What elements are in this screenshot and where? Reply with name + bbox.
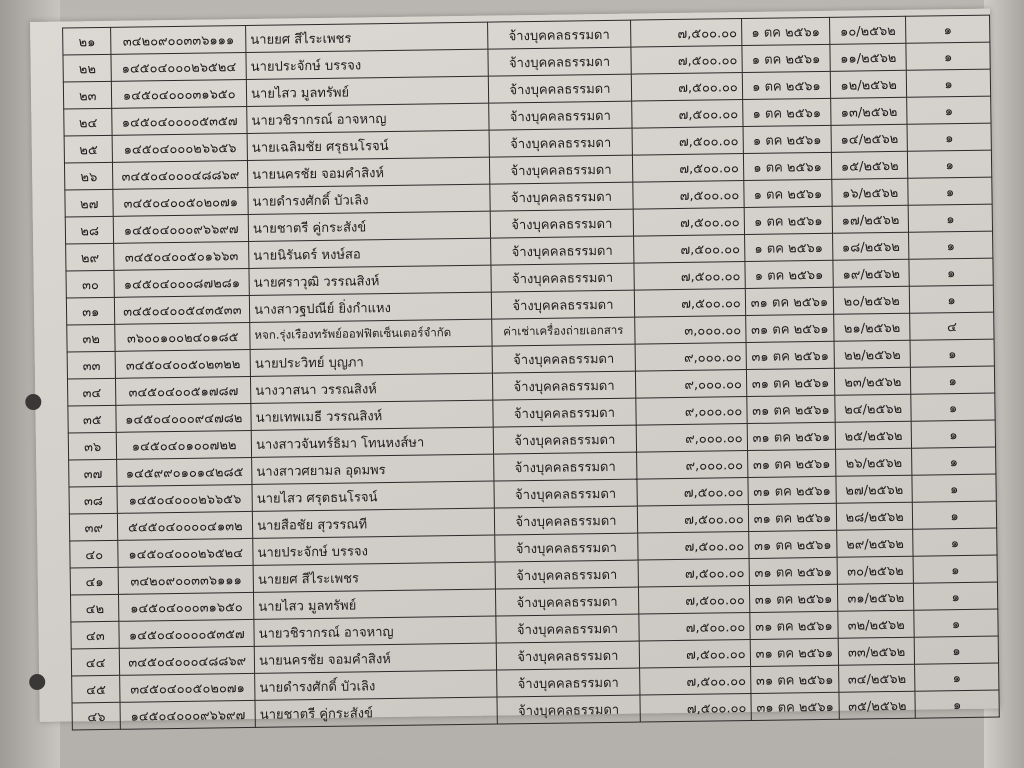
item-count: ๑ xyxy=(911,393,995,421)
row-number: ๒๗ xyxy=(65,189,114,217)
payment-description: จ้างบุคคลธรรมดา xyxy=(497,695,640,724)
payment-amount: ๙,๐๐๐.๐๐ xyxy=(636,451,747,480)
payment-date: ๓๑ ตค ๒๕๖๑ xyxy=(747,449,836,477)
document-number: ๒๒/๒๕๖๒ xyxy=(834,340,910,368)
payment-date: ๓๑ ตค ๒๕๖๑ xyxy=(745,287,834,315)
payment-date: ๑ ตค ๒๕๖๑ xyxy=(742,98,831,126)
payment-date: ๓๑ ตค ๒๕๖๑ xyxy=(750,638,839,666)
payment-amount: ๗,๕๐๐.๐๐ xyxy=(631,46,742,75)
document-number: ๒๐/๒๕๖๒ xyxy=(833,286,909,314)
payment-amount: ๗,๕๐๐.๐๐ xyxy=(632,127,743,156)
tax-id: ๑๔๕๐๔๐๐๐๓๑๖๕๐ xyxy=(112,79,247,108)
payment-date: ๓๑ ตค ๒๕๖๑ xyxy=(746,368,835,396)
tax-id: ๑๔๕๐๔๐๐๐๐๕๓๕๗ xyxy=(112,106,247,135)
tax-id: ๓๔๕๐๔๐๐๕๐๒๐๗๑ xyxy=(120,673,255,702)
payment-amount: ๗,๕๐๐.๐๐ xyxy=(632,154,743,183)
row-number: ๓๗ xyxy=(69,459,118,487)
payment-amount: ๗,๕๐๐.๐๐ xyxy=(630,19,741,48)
payment-description: จ้างบุคคลธรรมดา xyxy=(490,209,633,238)
payee-name: นางสาวศยามล อุดมพร xyxy=(252,454,494,484)
document-number: ๑๗/๒๕๖๒ xyxy=(832,205,908,233)
document-number: ๒๔/๒๕๖๒ xyxy=(835,394,911,422)
item-count: ๑ xyxy=(909,258,993,286)
item-count: ๑ xyxy=(907,96,991,124)
item-count: ๑ xyxy=(906,42,990,70)
tax-id: ๓๔๕๐๔๐๐๐๔๘๘๖๙ xyxy=(120,646,255,675)
document-number: ๑๒/๒๕๖๒ xyxy=(830,70,906,98)
payment-description: จ้างบุคคลธรรมดา xyxy=(491,236,634,265)
row-number: ๒๕ xyxy=(64,135,113,163)
row-number: ๔๖ xyxy=(72,702,121,730)
item-count: ๑ xyxy=(912,447,996,475)
document-number: ๒๓/๒๕๖๒ xyxy=(835,367,911,395)
payment-description: จ้างบุคคลธรรมดา xyxy=(496,614,639,643)
document-number: ๓๒/๒๕๖๒ xyxy=(838,610,914,638)
payment-date: ๑ ตค ๒๕๖๑ xyxy=(743,125,832,153)
document-number: ๑๙/๒๕๖๒ xyxy=(833,259,909,287)
payment-amount: ๙,๐๐๐.๐๐ xyxy=(636,424,747,453)
row-number: ๔๐ xyxy=(70,540,119,568)
document-number: ๒๙/๒๕๖๒ xyxy=(837,529,913,557)
document-number: ๓๐/๒๕๖๒ xyxy=(837,556,913,584)
item-count: ๑ xyxy=(910,339,994,367)
payment-amount: ๗,๕๐๐.๐๐ xyxy=(640,694,751,723)
payment-date: ๑ ตค ๒๕๖๑ xyxy=(742,44,831,72)
payment-description: จ้างบุคคลธรรมดา xyxy=(489,128,632,157)
payee-name: นายนครชัย จอมคำสิงห์ xyxy=(248,157,490,187)
item-count: ๑ xyxy=(907,69,991,97)
payment-description: จ้างบุคคลธรรมดา xyxy=(493,425,636,454)
payment-date: ๑ ตค ๒๕๖๑ xyxy=(743,152,832,180)
payee-name: นายประจักษ์ บรรจง xyxy=(253,535,495,565)
tax-id: ๓๔๕๐๔๐๐๕๐๒๓๒๒ xyxy=(116,349,251,378)
payee-name: นายประวิทย์ บุญภา xyxy=(250,346,492,376)
payment-description: จ้างบุคคลธรรมดา xyxy=(494,452,637,481)
payment-amount: ๙,๐๐๐.๐๐ xyxy=(636,397,747,426)
payment-amount: ๗,๕๐๐.๐๐ xyxy=(639,667,750,696)
tax-id: ๑๔๕๐๔๐๐๐๙๖๖๙๗ xyxy=(114,214,249,243)
item-count: ๑ xyxy=(911,420,995,448)
ledger-body xyxy=(63,15,1000,730)
document-number: ๑๔/๒๕๖๒ xyxy=(831,124,907,152)
payment-date: ๓๑ ตค ๒๕๖๑ xyxy=(746,341,835,369)
payee-name: นายดำรงศักดิ์ บัวเลิง xyxy=(255,670,497,700)
payee-name: นายนครชัย จอมคำสิงห์ xyxy=(254,643,496,673)
payment-description: จ้างบุคคลธรรมดา xyxy=(493,371,636,400)
item-count: ๑ xyxy=(914,636,998,664)
row-number: ๒๒ xyxy=(63,54,112,82)
row-number: ๓๔ xyxy=(67,378,116,406)
payment-date: ๑ ตค ๒๕๖๑ xyxy=(744,179,833,207)
item-count: ๑ xyxy=(911,366,995,394)
document-number: ๓๔/๒๕๖๒ xyxy=(839,664,915,692)
payment-amount: ๗,๕๐๐.๐๐ xyxy=(633,208,744,237)
item-count: ๑ xyxy=(908,204,992,232)
payment-amount: ๗,๕๐๐.๐๐ xyxy=(638,586,749,615)
payee-name: นายชาตรี คู่กระสังข์ xyxy=(248,211,490,241)
payment-amount: ๗,๕๐๐.๐๐ xyxy=(637,505,748,534)
item-count: ๑ xyxy=(908,177,992,205)
item-count: ๑ xyxy=(909,231,993,259)
payee-name: นางสาวจันทร์ธิมา โทนหงส์ษา xyxy=(251,427,493,457)
item-count: ๑ xyxy=(910,285,994,313)
payment-description: จ้างบุคคลธรรมดา xyxy=(496,587,639,616)
tax-id: ๓๔๕๐๔๐๐๕๔๓๕๓๓ xyxy=(115,295,250,324)
item-count: ๑ xyxy=(914,609,998,637)
tax-id: ๑๔๕๐๔๐๐๐๘๗๒๘๑ xyxy=(114,268,249,297)
payee-name: นายวชิรากรณ์ อาจหาญ xyxy=(254,616,496,646)
tax-id: ๑๔๕๐๔๐๐๐๒๖๕๒๔ xyxy=(111,52,246,81)
payment-description: จ้างบุคคลธรรมดา xyxy=(497,668,640,697)
item-count: ๑ xyxy=(906,15,990,43)
payment-description: จ้างบุคคลธรรมดา xyxy=(488,20,631,49)
payment-date: ๑ ตค ๒๕๖๑ xyxy=(744,206,833,234)
item-count: ๑ xyxy=(915,690,999,718)
payment-date: ๑ ตค ๒๕๖๑ xyxy=(744,233,833,261)
payee-name: หจก.รุ่งเรืองทรัพย์ออฟฟิตเซ็นเตอร์จำกัด xyxy=(250,319,492,349)
payee-name: นายดำรงศักดิ์ บัวเลิง xyxy=(248,184,490,214)
document-number: ๑๕/๒๕๖๒ xyxy=(832,151,908,179)
row-number: ๓๒ xyxy=(67,324,116,352)
tax-id: ๓๔๕๐๔๐๐๕๐๑๖๖๓ xyxy=(114,241,249,270)
payment-description: จ้างบุคคลธรรมดา xyxy=(494,506,637,535)
tax-id: ๑๔๕๐๔๐๐๐๓๑๖๕๐ xyxy=(119,592,254,621)
item-count: ๑ xyxy=(915,663,999,691)
item-count: ๑ xyxy=(907,123,991,151)
document-number: ๑๑/๒๕๖๒ xyxy=(830,43,906,71)
row-number: ๒๙ xyxy=(66,243,115,271)
row-number: ๔๑ xyxy=(70,567,119,595)
item-count: ๑ xyxy=(908,150,992,178)
payee-name: นายไสว มูลทรัพย์ xyxy=(254,589,496,619)
tax-id: ๓๔๕๐๔๐๐๐๔๘๘๖๙ xyxy=(113,160,248,189)
payment-amount: ๓,๐๐๐.๐๐ xyxy=(634,316,745,345)
payment-description: จ้างบุคคลธรรมดา xyxy=(495,560,638,589)
payment-description: จ้างบุคคลธรรมดา xyxy=(493,398,636,427)
payment-date: ๓๑ ตค ๒๕๖๑ xyxy=(747,422,836,450)
document-number: ๓๕/๒๕๖๒ xyxy=(839,691,915,719)
row-number: ๒๔ xyxy=(64,108,113,136)
tax-id: ๕๔๕๐๔๐๐๐๐๔๑๓๒ xyxy=(118,511,253,540)
item-count: ๔ xyxy=(910,312,994,340)
payment-amount: ๗,๕๐๐.๐๐ xyxy=(633,235,744,264)
payment-date: ๑ ตค ๒๕๖๑ xyxy=(741,17,830,45)
tax-id: ๓๔๕๐๔๐๐๕๐๒๐๗๑ xyxy=(113,187,248,216)
payment-date: ๓๑ ตค ๒๕๖๑ xyxy=(751,692,840,720)
payment-amount: ๗,๕๐๐.๐๐ xyxy=(631,100,742,129)
payee-name: นายยศ สีไระเพชร xyxy=(253,562,495,592)
punch-hole xyxy=(25,394,41,410)
document-number: ๒๘/๒๕๖๒ xyxy=(836,502,912,530)
tax-id: ๑๔๕๙๙๐๑๐๑๔๒๘๕ xyxy=(117,457,252,486)
item-count: ๑ xyxy=(913,555,997,583)
tax-id: ๓๔๕๐๔๐๐๕๑๗๘๗ xyxy=(116,376,251,405)
tax-id: ๑๔๕๐๔๐๐๐๒๖๖๕๖ xyxy=(117,484,252,513)
document-number: ๓๑/๒๕๖๒ xyxy=(838,583,914,611)
payment-description: จ้างบุคคลธรรมดา xyxy=(489,101,632,130)
payment-amount: ๗,๕๐๐.๐๐ xyxy=(637,478,748,507)
payee-name: นางสาวฐปณีย์ ยิ่งกำแหง xyxy=(249,292,491,322)
payment-description: จ้างบุคคลธรรมดา xyxy=(491,263,634,292)
row-number: ๒๘ xyxy=(65,216,114,244)
tax-id: ๑๔๕๐๔๐๐๐๒๖๕๒๔ xyxy=(118,538,253,567)
payment-date: ๑ ตค ๒๕๖๑ xyxy=(742,71,831,99)
row-number: ๒๑ xyxy=(63,27,112,55)
payment-date: ๓๑ ตค ๒๕๖๑ xyxy=(748,476,837,504)
ledger-sheet xyxy=(30,9,1000,725)
tax-id: ๓๔๒๐๙๐๐๓๓๖๑๑๑ xyxy=(111,25,246,54)
payment-date: ๓๑ ตค ๒๕๖๑ xyxy=(750,665,839,693)
document-number: ๒๕/๒๕๖๒ xyxy=(835,421,911,449)
payment-description: จ้างบุคคลธรรมดา xyxy=(496,641,639,670)
payment-date: ๓๑ ตค ๒๕๖๑ xyxy=(749,584,838,612)
payment-date: ๑ ตค ๒๕๖๑ xyxy=(745,260,834,288)
row-number: ๓๑ xyxy=(66,297,115,325)
payment-description: จ้างบุคคลธรรมดา xyxy=(488,47,631,76)
document-number: ๑๐/๒๕๖๒ xyxy=(830,16,906,44)
row-number: ๓๓ xyxy=(67,351,116,379)
payment-description: จ้างบุคคลธรรมดา xyxy=(491,290,634,319)
payment-amount: ๗,๕๐๐.๐๐ xyxy=(633,181,744,210)
payment-amount: ๗,๕๐๐.๐๐ xyxy=(637,532,748,561)
payment-amount: ๗,๕๐๐.๐๐ xyxy=(639,613,750,642)
payment-date: ๓๑ ตค ๒๕๖๑ xyxy=(747,395,836,423)
row-number: ๒๓ xyxy=(63,81,112,109)
item-count: ๑ xyxy=(913,501,997,529)
document-number: ๒๗/๒๕๖๒ xyxy=(836,475,912,503)
row-number: ๓๐ xyxy=(66,270,115,298)
item-count: ๑ xyxy=(913,528,997,556)
payment-ledger-table xyxy=(62,15,1000,731)
row-number: ๔๒ xyxy=(71,594,120,622)
payment-date: ๓๑ ตค ๒๕๖๑ xyxy=(749,557,838,585)
payment-date: ๓๑ ตค ๒๕๖๑ xyxy=(745,314,834,342)
payment-date: ๓๑ ตค ๒๕๖๑ xyxy=(750,611,839,639)
row-number: ๓๕ xyxy=(68,405,117,433)
payment-description: จ้างบุคคลธรรมดา xyxy=(490,182,633,211)
payment-amount: ๙,๐๐๐.๐๐ xyxy=(635,370,746,399)
tax-id: ๓๔๒๐๙๐๐๓๓๖๑๑๑ xyxy=(119,565,254,594)
payee-name: นายไสว มูลทรัพย์ xyxy=(246,76,488,106)
document-number: ๑๖/๒๕๖๒ xyxy=(832,178,908,206)
payment-date: ๓๑ ตค ๒๕๖๑ xyxy=(748,530,837,558)
document-number: ๑๘/๒๕๖๒ xyxy=(833,232,909,260)
payment-date: ๓๑ ตค ๒๕๖๑ xyxy=(748,503,837,531)
punch-hole xyxy=(29,674,45,690)
payment-description: ค่าเช่าเครื่องถ่ายเอกสาร xyxy=(492,317,635,346)
payment-amount: ๙,๐๐๐.๐๐ xyxy=(635,343,746,372)
tax-id: ๑๔๕๐๔๐๐๐๙๔๗๘๒ xyxy=(116,403,251,432)
payment-amount: ๗,๕๐๐.๐๐ xyxy=(631,73,742,102)
payment-amount: ๗,๕๐๐.๐๐ xyxy=(634,262,745,291)
row-number: ๓๙ xyxy=(69,513,118,541)
payee-name: นางวาสนา วรรณสิงห์ xyxy=(251,373,493,403)
payee-name: นายนิรันดร์ หงษ์สอ xyxy=(249,238,491,268)
tax-id: ๑๔๕๐๔๐๑๐๐๗๒๒ xyxy=(117,430,252,459)
row-number: ๔๔ xyxy=(71,648,120,676)
tax-id: ๑๔๕๐๔๐๐๐๙๖๖๙๗ xyxy=(120,700,255,729)
payment-description: จ้างบุคคลธรรมดา xyxy=(495,533,638,562)
document-number: ๒๖/๒๕๖๒ xyxy=(836,448,912,476)
tax-id: ๓๖๐๐๑๐๐๒๔๐๑๘๕ xyxy=(115,322,250,351)
row-number: ๔๕ xyxy=(72,675,121,703)
item-count: ๑ xyxy=(914,582,998,610)
row-number: ๒๖ xyxy=(64,162,113,190)
payee-name: นายชาตรี คู่กระสังข์ xyxy=(255,697,497,727)
document-number: ๑๓/๒๕๖๒ xyxy=(831,97,907,125)
payment-description: จ้างบุคคลธรรมดา xyxy=(488,74,631,103)
row-number: ๓๘ xyxy=(69,486,118,514)
payee-name: นายไสว ศรุตธนโรจน์ xyxy=(252,481,494,511)
payment-description: จ้างบุคคลธรรมดา xyxy=(492,344,635,373)
payment-amount: ๗,๕๐๐.๐๐ xyxy=(634,289,745,318)
row-number: ๓๖ xyxy=(68,432,117,460)
payee-name: นายสือชัย สุวรรณที xyxy=(252,508,494,538)
item-count: ๑ xyxy=(912,474,996,502)
payment-amount: ๗,๕๐๐.๐๐ xyxy=(639,640,750,669)
row-number: ๔๓ xyxy=(71,621,120,649)
payment-description: จ้างบุคคลธรรมดา xyxy=(490,155,633,184)
payee-name: นายวชิรากรณ์ อาจหาญ xyxy=(247,103,489,133)
tax-id: ๑๔๕๐๔๐๐๐๐๕๓๕๗ xyxy=(119,619,254,648)
payment-amount: ๗,๕๐๐.๐๐ xyxy=(638,559,749,588)
payee-name: นายศราวุฒิ วรรณสิงห์ xyxy=(249,265,491,295)
document-number: ๒๑/๒๕๖๒ xyxy=(834,313,910,341)
payee-name: นายประจักษ์ บรรจง xyxy=(246,49,488,79)
payment-description: จ้างบุคคลธรรมดา xyxy=(494,479,637,508)
payee-name: นายเฉลิมชัย ศรุธนโรจน์ xyxy=(247,130,489,160)
tax-id: ๑๔๕๐๔๐๐๐๒๖๖๕๖ xyxy=(113,133,248,162)
payee-name: นายเทพเมธี วรรณสิงห์ xyxy=(251,400,493,430)
payee-name: นายยศ สีไระเพชร xyxy=(246,22,488,52)
document-number: ๓๓/๒๕๖๒ xyxy=(838,637,914,665)
